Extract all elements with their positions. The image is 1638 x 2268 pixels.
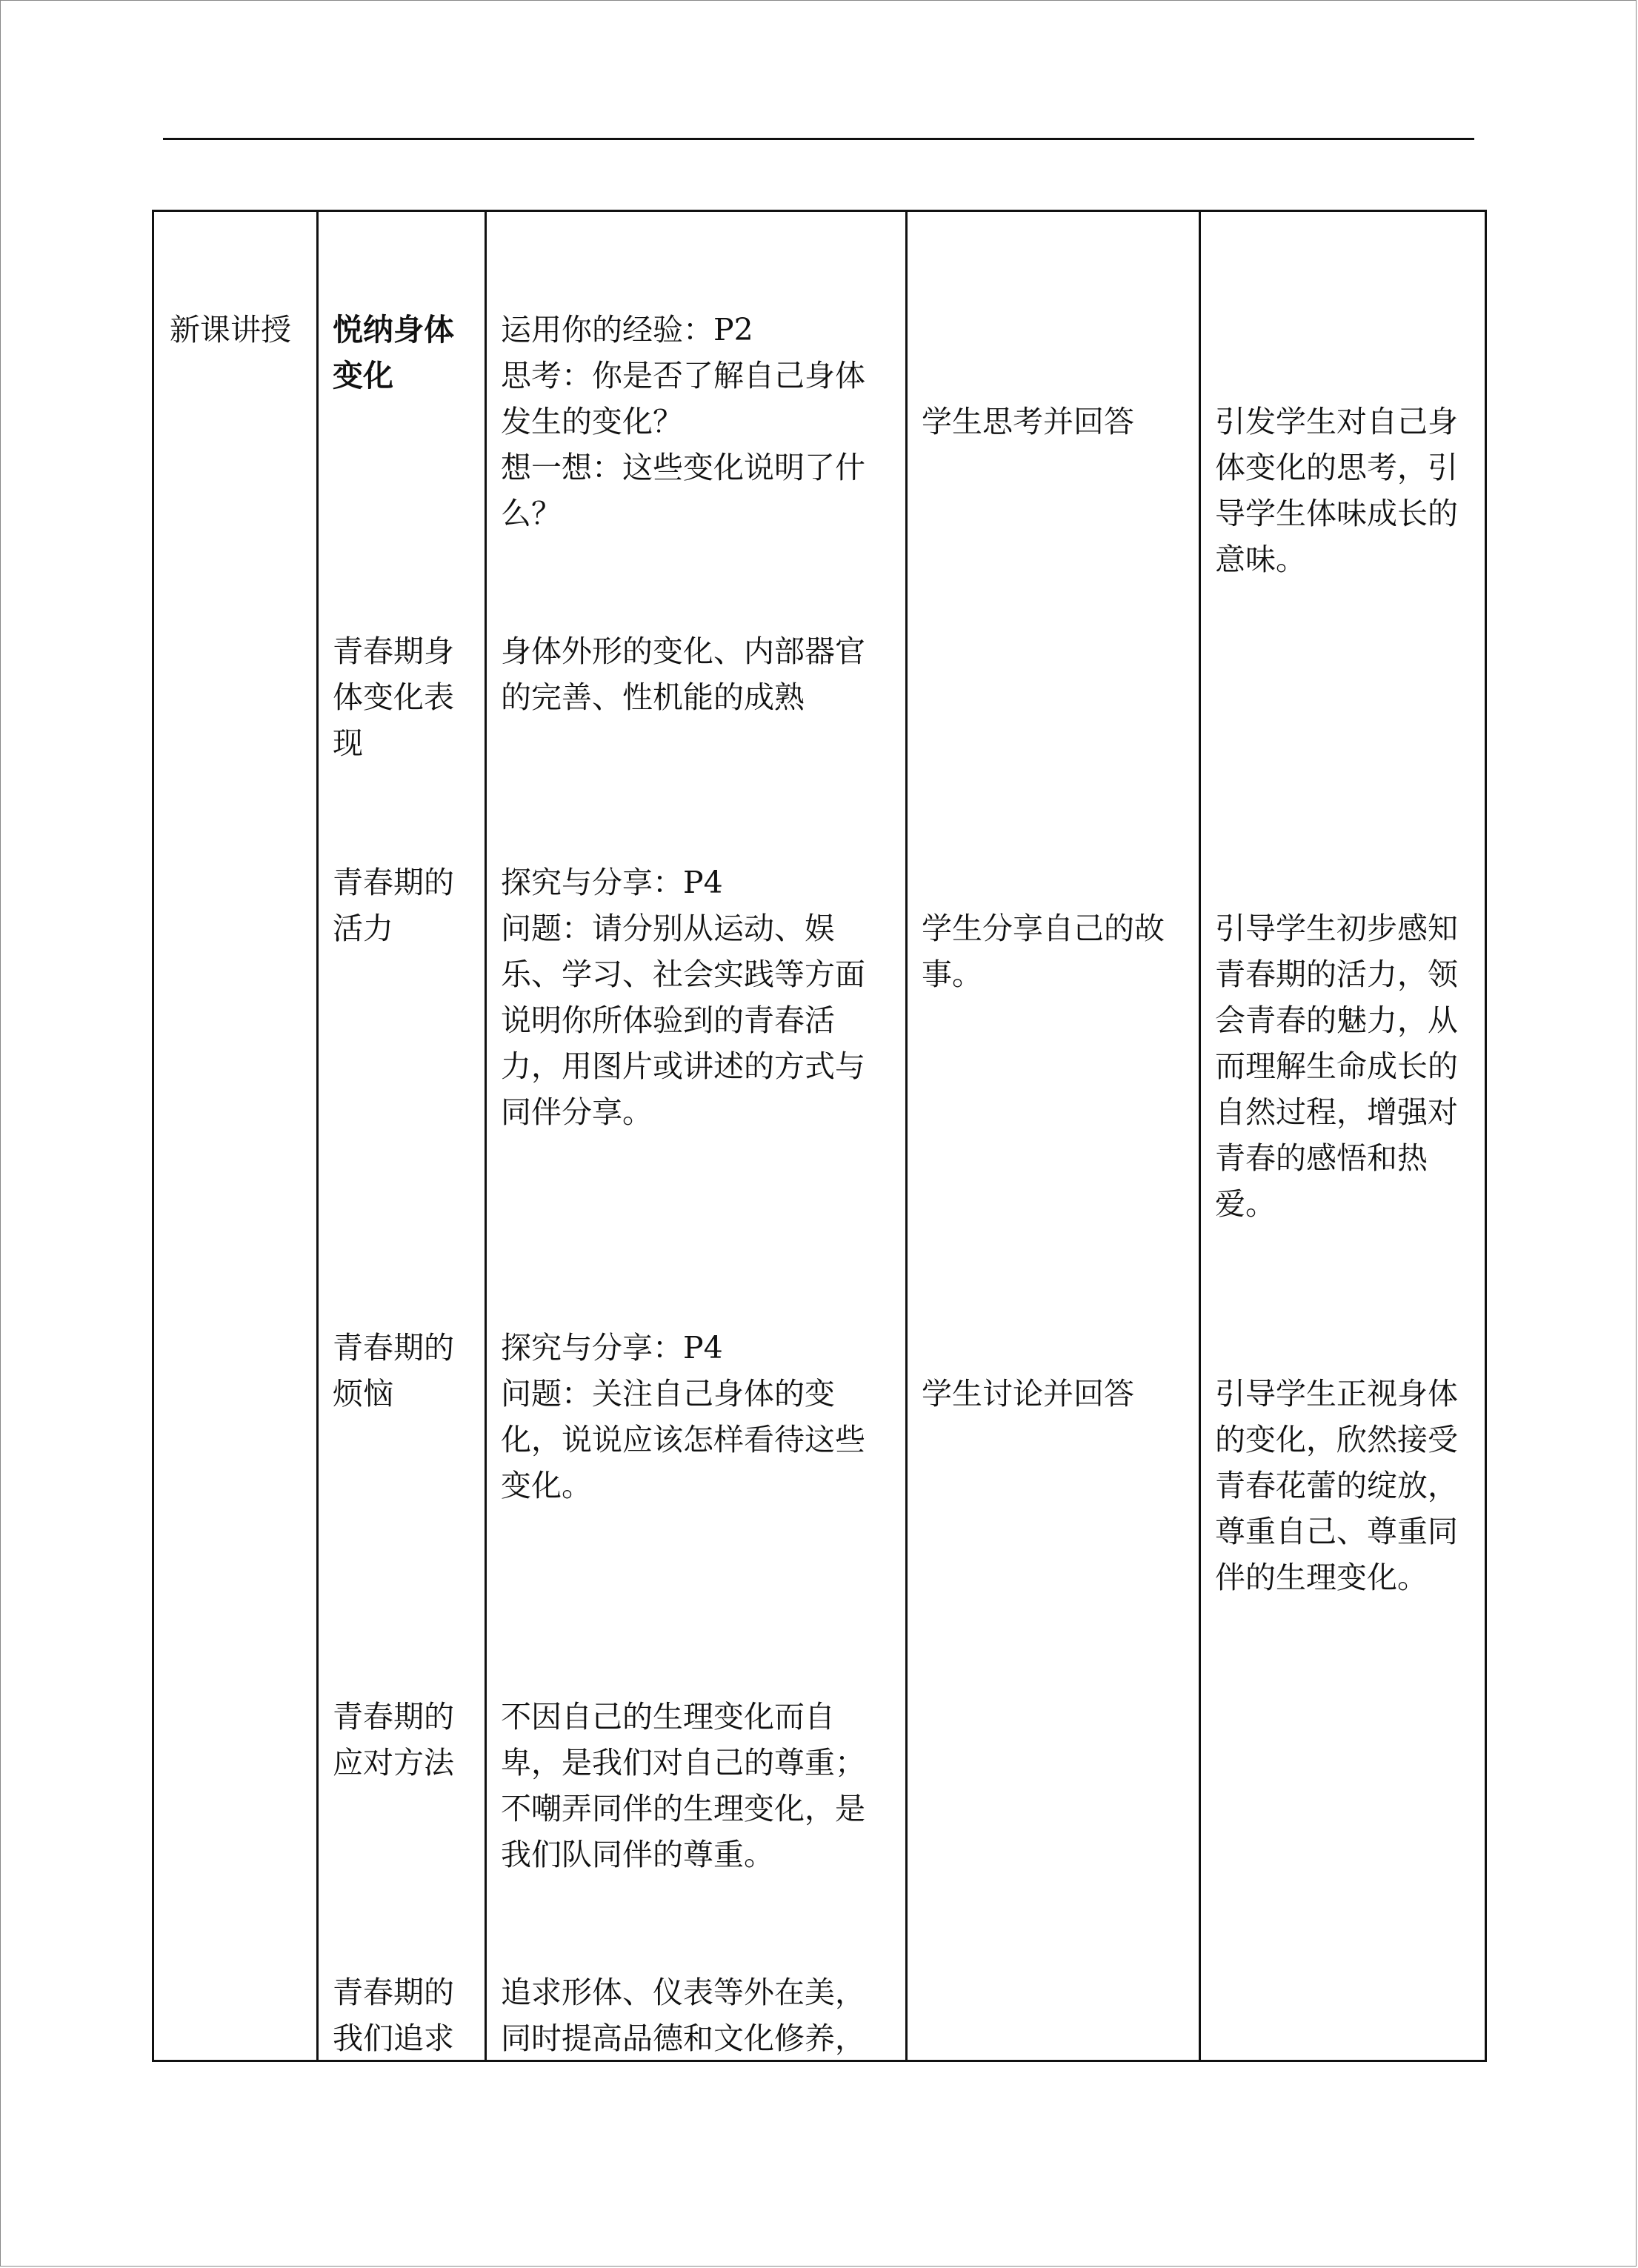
- content-cell: 探究与分享：P4 问题：关注自己身体的变 化，说说应该怎样看待这些 变化。: [501, 1330, 865, 1503]
- topic-cell: 青春期的 应对方法: [333, 1699, 454, 1780]
- topic-cell: 青春期身 体变化表 现: [333, 633, 454, 761]
- design-intent-cell: 引导学生初步感知 青春期的活力，领 会青春的魅力，从 而理解生命成长的 自然过程，增强对 青春的感悟和热 爱。: [1215, 911, 1458, 1222]
- design-intent-cell: 引发学生对自己身 体变化的思考，引 导学生体味成长的 意味。: [1215, 404, 1458, 577]
- topic-cell: 青春期的 活力: [333, 865, 454, 946]
- column-divider: [905, 212, 908, 2060]
- header-rule: [163, 138, 1474, 140]
- topic-cell: 悦纳身体 变化: [333, 312, 454, 393]
- student-activity-cell: 学生思考并回答: [922, 404, 1134, 439]
- column-divider: [316, 212, 319, 2060]
- topic-cell: 青春期的 烦恼: [333, 1330, 454, 1411]
- design-intent-cell: 引导学生正视身体 的变化，欣然接受 青春花蕾的绽放， 尊重自己、尊重同 伴的生理变化。: [1215, 1376, 1458, 1595]
- stage-label: 新课讲授: [170, 312, 291, 347]
- lesson-plan-table: [152, 210, 1487, 2062]
- topic-cell: 青春期的 我们追求: [333, 1975, 454, 2056]
- content-cell: 探究与分享：P4 问题：请分别从运动、娱 乐、学习、社会实践等方面 说明你所体验到的青春活 力，用图片或讲述的方式与 同伴分享。: [501, 865, 865, 1130]
- content-cell: 不因自己的生理变化而自 卑，是我们对自己的尊重； 不嘲弄同伴的生理变化，是 我们队同伴的尊重。: [501, 1699, 865, 1872]
- content-cell: 身体外形的变化、内部器官 的完善、性机能的成熟: [501, 633, 865, 715]
- student-activity-cell: 学生分享自己的故 事。: [922, 911, 1165, 992]
- column-divider: [1199, 212, 1201, 2060]
- content-cell: 运用你的经验：P2 思考：你是否了解自己身体 发生的变化？ 想一想：这些变化说明了什 么？: [501, 312, 865, 531]
- student-activity-cell: 学生讨论并回答: [922, 1376, 1134, 1411]
- column-divider: [485, 212, 487, 2060]
- content-cell: 追求形体、仪表等外在美， 同时提高品德和文化修养，: [501, 1975, 865, 2056]
